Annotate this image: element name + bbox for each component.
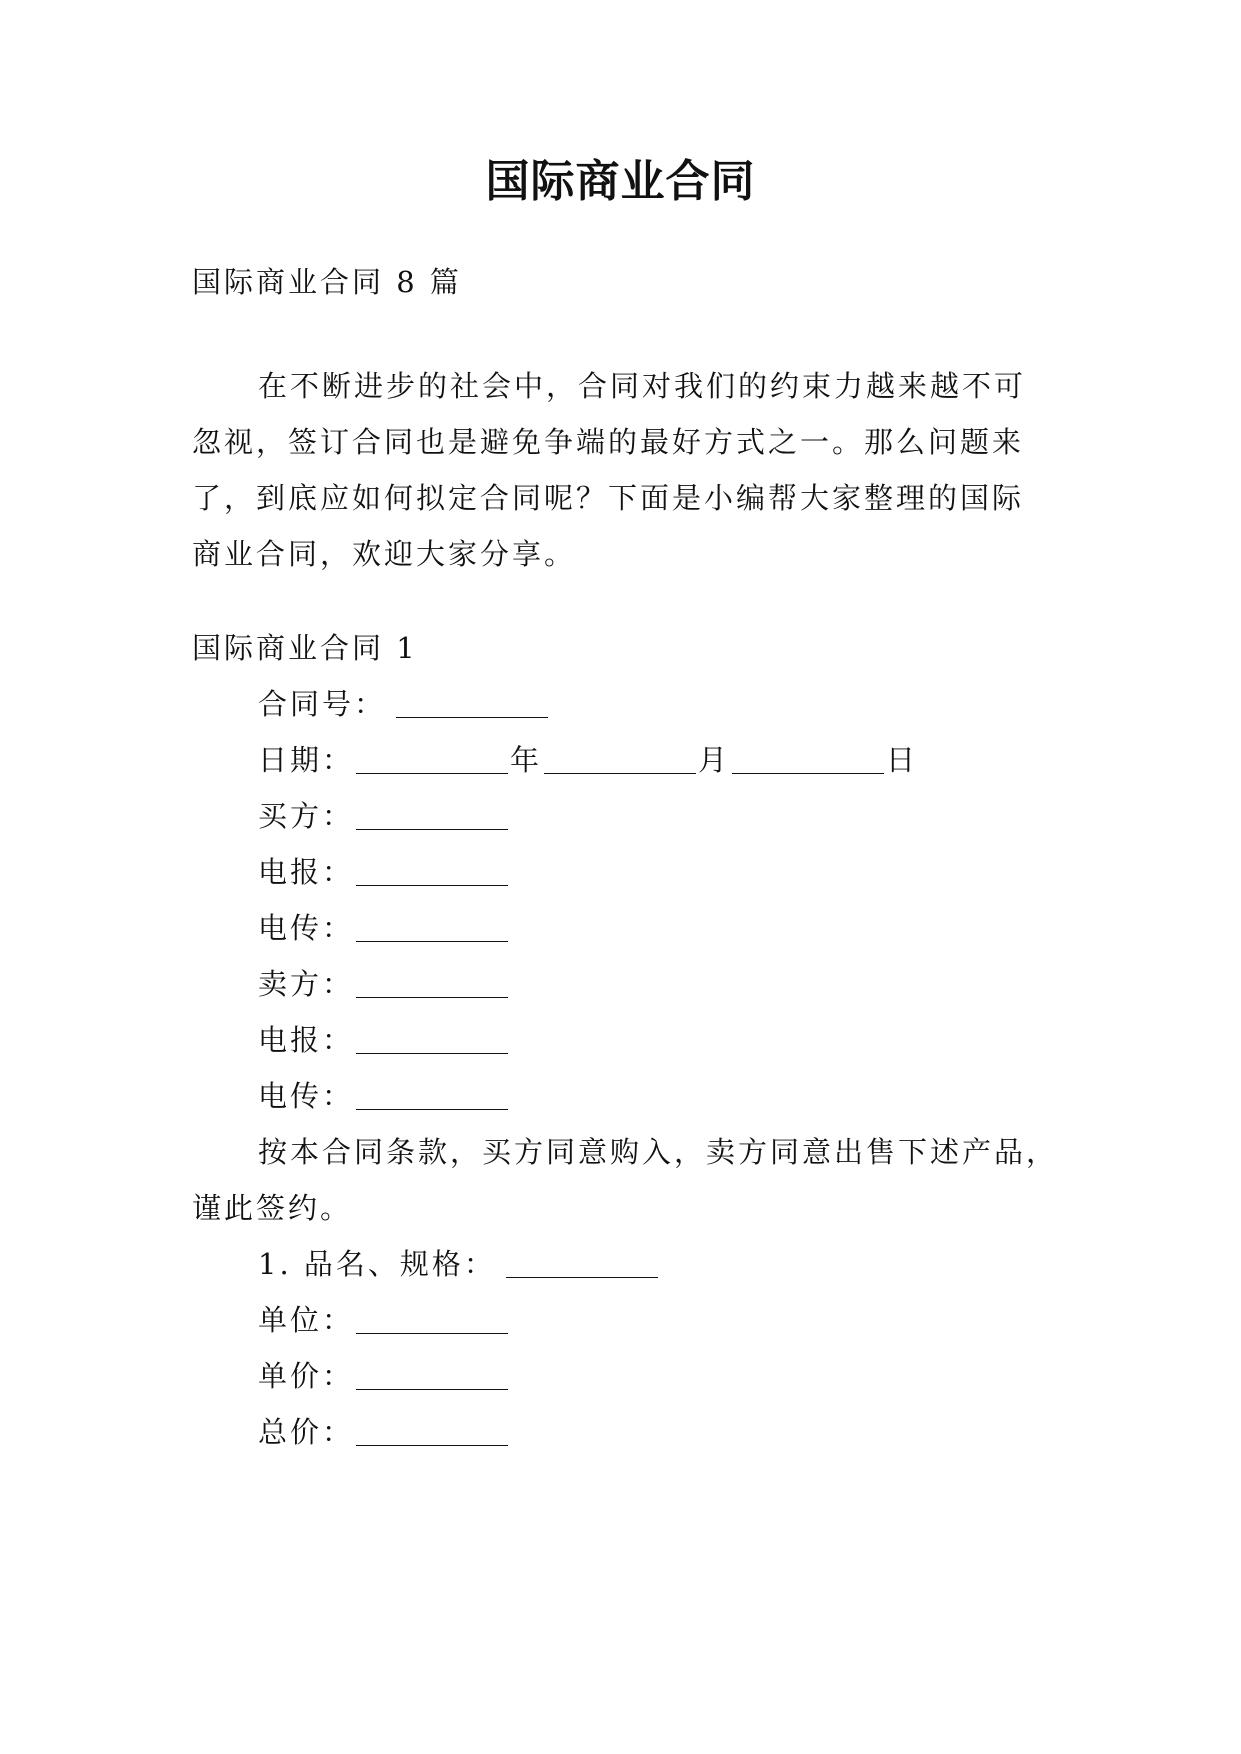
product-total-price-blank <box>356 1415 508 1446</box>
product-unit-row <box>258 1300 510 1340</box>
intro-line-3: 了，到底应如何拟定合同呢？下面是小编帮大家整理的国际 <box>192 481 1025 515</box>
date-month-label: 月 <box>698 743 731 777</box>
buyer-telegram-blank <box>356 855 508 886</box>
buyer-telex-blank <box>356 911 508 942</box>
intro-line-1: 在不断进步的社会中，合同对我们的约束力越来越不可 <box>258 369 1027 403</box>
intro-line-2: 忽视，签订合同也是避免争端的最好方式之一。那么问题来 <box>192 425 1025 459</box>
date-row <box>258 740 918 780</box>
date-day-blank <box>732 743 884 774</box>
seller-row <box>258 964 510 1004</box>
product-total-price-row <box>258 1412 510 1452</box>
date-label: 日期： <box>258 743 355 777</box>
buyer-blank <box>356 799 508 830</box>
intro-line-4: 商业合同，欢迎大家分享。 <box>192 537 577 571</box>
contract-number-row <box>258 684 550 724</box>
seller-telex-row <box>258 1076 510 1116</box>
seller-telex-blank <box>356 1079 508 1110</box>
product-total-price-label: 总价： <box>258 1415 355 1449</box>
seller-telegram-label: 电报： <box>258 1023 355 1057</box>
seller-telegram-row <box>258 1020 510 1060</box>
seller-telegram-blank <box>356 1023 508 1054</box>
agreement-line-1: 按本合同条款，买方同意购入，卖方同意出售下述产品， <box>258 1135 1059 1169</box>
section-heading: 国际商业合同 1 <box>192 631 418 665</box>
product-name-spec-blank <box>506 1247 658 1278</box>
document-subtitle: 国际商业合同 8 篇 <box>192 265 462 299</box>
seller-telex-label: 电传： <box>258 1079 355 1113</box>
seller-label: 卖方： <box>258 967 355 1001</box>
date-year-label: 年 <box>510 743 543 777</box>
seller-blank <box>356 967 508 998</box>
contract-number-label: 合同号： <box>258 687 387 721</box>
date-month-blank <box>544 743 696 774</box>
buyer-telegram-row <box>258 852 510 892</box>
buyer-telex-row <box>258 908 510 948</box>
product-unit-label: 单位： <box>258 1303 355 1337</box>
contract-number-blank <box>396 687 548 718</box>
product-name-spec-label: 1. 品名、规格： <box>258 1247 496 1281</box>
product-unit-blank <box>356 1303 508 1334</box>
agreement-line-2: 谨此签约。 <box>192 1191 353 1225</box>
buyer-telex-label: 电传： <box>258 911 355 945</box>
product-name-spec-row <box>258 1244 660 1284</box>
buyer-telegram-label: 电报： <box>258 855 355 889</box>
date-year-blank <box>356 743 508 774</box>
buyer-label: 买方： <box>258 799 355 833</box>
product-unit-price-label: 单价： <box>258 1359 355 1393</box>
date-day-label: 日 <box>886 743 919 777</box>
product-unit-price-blank <box>356 1359 508 1390</box>
product-unit-price-row <box>258 1356 510 1396</box>
buyer-row <box>258 796 510 836</box>
document-title: 国际商业合同 <box>485 156 756 207</box>
